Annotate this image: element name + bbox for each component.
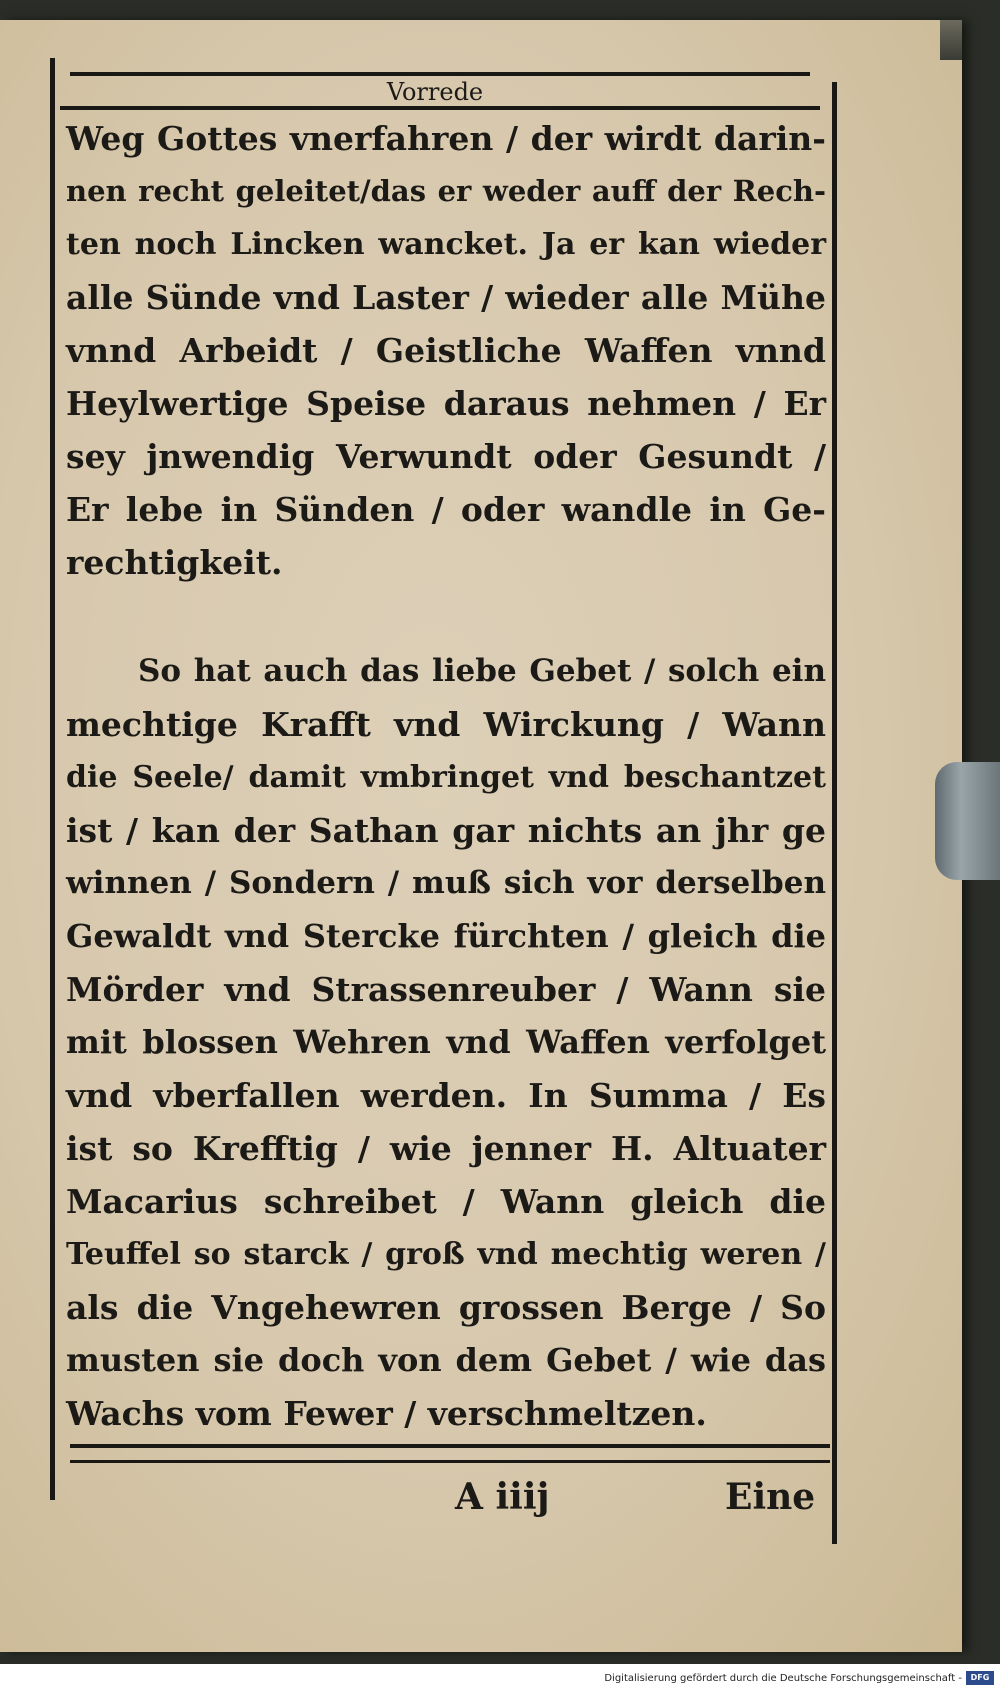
right-border-rule [832,82,837,1544]
top-rule [70,72,810,76]
body-text [66,112,826,1440]
text-line: Er lebe in Sünden / oder wandle in Ge- [66,490,826,529]
text-line: winnen / Sondern / muß sich vor derselben [66,865,826,901]
text-line: mechtige Krafft vnd Wirckung / Wann [66,705,826,744]
page-clip [935,762,1000,880]
text-line: Weg Gottes vnerfahren / der wirdt darin- [66,119,826,158]
text-line: vnd vberfallen werden. In Summa / Es [66,1076,826,1115]
bottom-rule-lower [70,1460,830,1463]
text-line: musten sie doch von dem Gebet / wie das [66,1341,826,1379]
left-border-rule [50,58,55,1500]
text-line: mit blossen Wehren vnd Waffen verfolget [66,1023,826,1061]
text-line: Wachs vom Fewer / verschmeltzen. [66,1394,707,1433]
text-line: ten noch Lincken wancket. Ja er kan wieder [66,227,826,262]
top-rule-lower [60,106,820,110]
bottom-rule [70,1444,830,1448]
text-line: als die Vngehewren grossen Berge / So [66,1288,826,1327]
text-line: die Seele/ damit vmbringet vnd beschantzet [66,760,826,795]
text-line: ist so Krefftig / wie jenner H. Altuater [66,1129,826,1168]
text-line: Heylwertige Speise daraus nehmen / Er [66,384,826,423]
text-line: Gewaldt vnd Stercke fürchten / gleich die [66,917,826,955]
footer-credit: Digitalisierung gefördert durch die Deutsche Forschungsgemeinschaft - [604,1673,962,1684]
text-line: rechtigkeit. [66,543,283,582]
text-line: So hat auch das liebe Gebet / solch ein [138,653,826,689]
text-line: Macarius schreibet / Wann gleich die [66,1182,826,1221]
page-edge [940,20,962,60]
text-line: vnnd Arbeidt / Geistliche Waffen vnnd [66,331,826,370]
paragraph-gap [66,589,826,645]
text-line: alle Sünde vnd Laster / wieder alle Mühe [66,278,826,317]
text-line: sey jnwendig Verwundt oder Gesundt / [66,437,826,476]
signature-mark: A iiij [455,1476,550,1518]
text-line: Teuffel so starck / groß vnd mechtig weren / [66,1237,826,1272]
text-line: nen recht geleitet/das er weder auff der Rech- [66,174,826,208]
text-line: ist / kan der Sathan gar nichts an jhr ge [66,811,826,850]
text-line: Mörder vnd Strassenreuber / Wann sie [66,970,826,1009]
running-head: Vorrede [386,78,484,106]
dfg-logo: DFG [966,1671,994,1685]
catchword: Eine [725,1476,816,1518]
